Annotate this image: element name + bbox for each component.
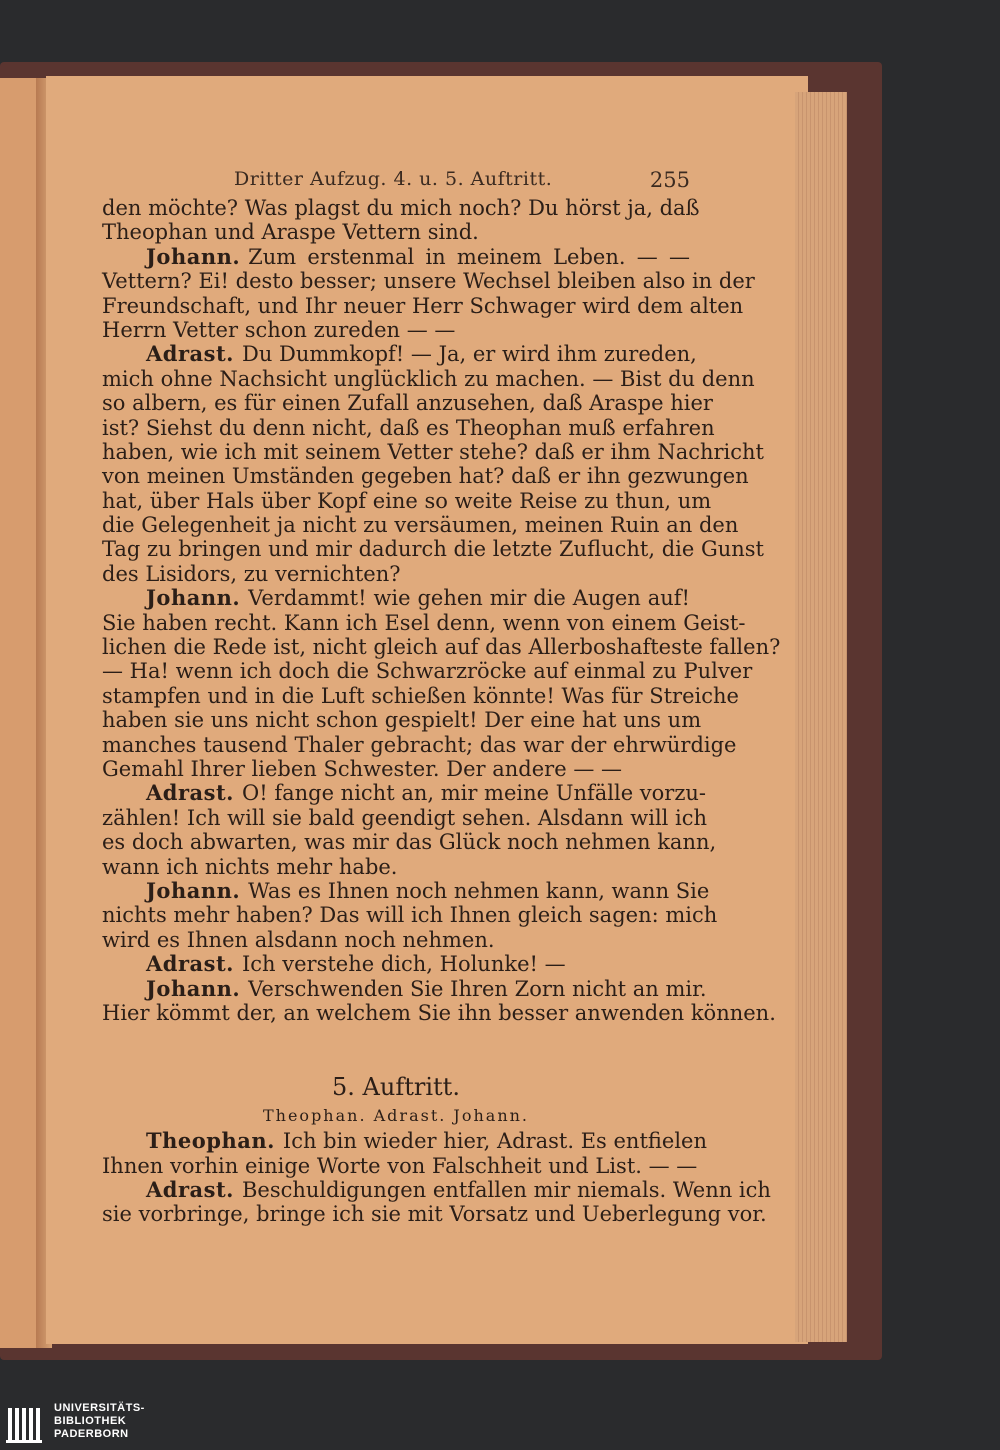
line-text: hat, über Hals über Kopf eine so weite Reise zu thun, um: [102, 488, 712, 513]
text-line: [102, 757, 690, 781]
text-line: [102, 488, 712, 513]
text-line: [102, 513, 739, 538]
text-line: [102, 1177, 771, 1203]
line-text: des Lisidors, zu vernichten?: [102, 561, 401, 586]
line-text: manches tausend Thaler gebracht; das war der ehrwürdige: [102, 732, 737, 757]
line-text: Ich bin wieder hier, Adrast. Es entfielen: [282, 1129, 707, 1154]
text-line: [102, 732, 737, 757]
line-text: Verdammt! wie gehen mir die Augen auf!: [248, 586, 690, 611]
line-text: Hier kömmt der, an welchem Sie ihn besser anwenden können.: [102, 1000, 776, 1025]
line-text: Zum erstenmal in meinem Leben. — —: [248, 244, 690, 269]
text-line: [102, 439, 764, 464]
text-line: [102, 318, 690, 342]
text-line: [102, 464, 749, 489]
text-line: [102, 562, 690, 586]
text-line: [102, 1000, 776, 1025]
line-text: den möchte? Was plagst du mich noch? Du hörst ja, daß: [102, 196, 700, 220]
text-line: [102, 830, 717, 855]
page-header: [102, 168, 690, 196]
text-line: [102, 269, 755, 294]
logo-line-1: UNIVERSITÄTS-: [54, 1402, 145, 1414]
line-text: mich ohne Nachsicht unglücklich zu machen. — Bist du denn: [102, 366, 755, 391]
logo-line-2: BIBLIOTHEK: [54, 1415, 127, 1427]
text-line: [102, 1202, 767, 1227]
text-line: [102, 877, 710, 903]
line-text: Ihnen vorhin einige Worte von Falschheit und List. — —: [102, 1153, 698, 1178]
speaker-name: Johann.: [146, 585, 241, 611]
line-text: es doch abwarten, was mir das Glück noch nehmen kann,: [102, 830, 717, 855]
line-text: stampfen und in die Luft schießen könnte! Was für Streiche: [102, 683, 739, 708]
text-line: [102, 683, 739, 708]
speaker-name: Adrast.: [146, 951, 234, 977]
library-logo-text: [54, 1402, 145, 1441]
line-text: Vettern? Ei! desto besser; unsere Wechsel bleiben also in der: [102, 269, 755, 294]
speaker-name: Adrast.: [146, 1177, 234, 1203]
text-line: [102, 708, 702, 733]
text-line: [102, 586, 690, 610]
line-text: Freundschaft, und Ihr neuer Herr Schwager wird dem alten: [102, 293, 744, 318]
speaker-name: Johann.: [146, 975, 241, 1001]
line-text: Verschwenden Sie Ihren Zorn nicht an mir.: [248, 976, 707, 1001]
text-line: [102, 975, 707, 1001]
line-text: Beschuldigungen entfallen mir niemals. Wenn ich: [241, 1178, 771, 1203]
text-line: [102, 196, 700, 220]
text-line: [102, 391, 713, 416]
text-line: [102, 341, 697, 367]
line-text: nichts mehr haben? Das will ich Ihnen gleich sagen: mich: [102, 903, 718, 928]
text-line: [102, 928, 690, 952]
text-line: [102, 805, 708, 830]
logo-line-3: PADERBORN: [54, 1428, 129, 1440]
library-logo-icon: [6, 1404, 46, 1444]
line-text: haben sie uns nicht schon gespielt! Der eine hat uns um: [102, 708, 702, 733]
speaker-name: Adrast.: [146, 341, 234, 367]
line-text: von meinen Umständen gegeben hat? daß er ihn gezwungen: [102, 464, 749, 489]
text-line: [102, 903, 718, 928]
line-text: O! fange nicht an, mir meine Unfälle vorzu-: [241, 781, 707, 806]
speaker-name: Johann.: [146, 877, 241, 903]
line-text: Gemahl Ihrer lieben Schwester. Der andere — —: [102, 756, 622, 781]
text-line: [102, 293, 744, 318]
text-line: [102, 952, 690, 976]
page-text: [102, 168, 781, 1227]
line-text: wann ich nichts mehr habe.: [102, 854, 398, 879]
speaker-name: Adrast.: [146, 780, 234, 806]
page-edges: [795, 92, 847, 1342]
line-text: sie vorbringe, bringe ich sie mit Vorsatz und Ueberlegung vor.: [102, 1202, 767, 1227]
line-text: Theophan und Araspe Vettern sind.: [102, 220, 479, 245]
line-text: wird es Ihnen alsdann noch nehmen.: [102, 927, 495, 952]
text-line: [102, 1153, 698, 1178]
text-line: [102, 635, 781, 660]
text-line: [102, 220, 690, 244]
line-text: Ich verstehe dich, Holunke! —: [241, 952, 566, 977]
line-text: die Gelegenheit ja nicht zu versäumen, meinen Ruin an den: [102, 513, 739, 538]
text-line: [102, 659, 753, 684]
line-text: so albern, es für einen Zufall anzusehen, daß Araspe hier: [102, 391, 713, 416]
line-text: lichen die Rede ist, nicht gleich auf das Allerboshafteste fallen?: [102, 635, 781, 660]
line-text: Sie haben recht. Kann ich Esel denn, wenn von einem Geist-: [102, 610, 746, 635]
library-logo: [0, 1398, 200, 1450]
line-text: — Ha! wenn ich doch die Schwarzröcke auf einmal zu Pulver: [102, 659, 753, 684]
speaker-name: Johann.: [146, 243, 241, 269]
line-text: Was es Ihnen noch nehmen kann, wann Sie: [248, 878, 710, 903]
speaker-name: Theophan.: [146, 1128, 275, 1154]
text-line: [102, 245, 690, 269]
text-line: [102, 610, 746, 635]
page-number: 255: [649, 168, 690, 192]
scene-title: 5. Auftritt.: [332, 1073, 460, 1102]
body-text: [102, 196, 781, 1025]
text-line: [102, 780, 707, 806]
line-text: Tag zu bringen und mir dadurch die letzte Zuflucht, die Gunst: [102, 537, 764, 562]
line-text: Herrn Vetter schon zureden — —: [102, 317, 456, 342]
text-line: [102, 1128, 707, 1154]
text-line: [102, 537, 764, 562]
line-text: Du Dummkopf! — Ja, er wird ihm zureden,: [241, 342, 697, 367]
scene-text: [102, 1128, 771, 1227]
line-text: zählen! Ich will sie bald geendigt sehen. Alsdann will ich: [102, 805, 708, 830]
text-line: [102, 855, 690, 879]
running-head: Dritter Aufzug. 4. u. 5. Auftritt.: [234, 168, 553, 190]
cast-list: Theophan. Adrast. Johann.: [262, 1106, 530, 1126]
text-line: [102, 366, 755, 391]
line-text: haben, wie ich mit seinem Vetter stehe? daß er ihm Nachricht: [102, 439, 764, 464]
line-text: ist? Siehst du denn nicht, daß es Theophan muß erfahren: [102, 415, 715, 440]
text-line: [102, 415, 715, 440]
